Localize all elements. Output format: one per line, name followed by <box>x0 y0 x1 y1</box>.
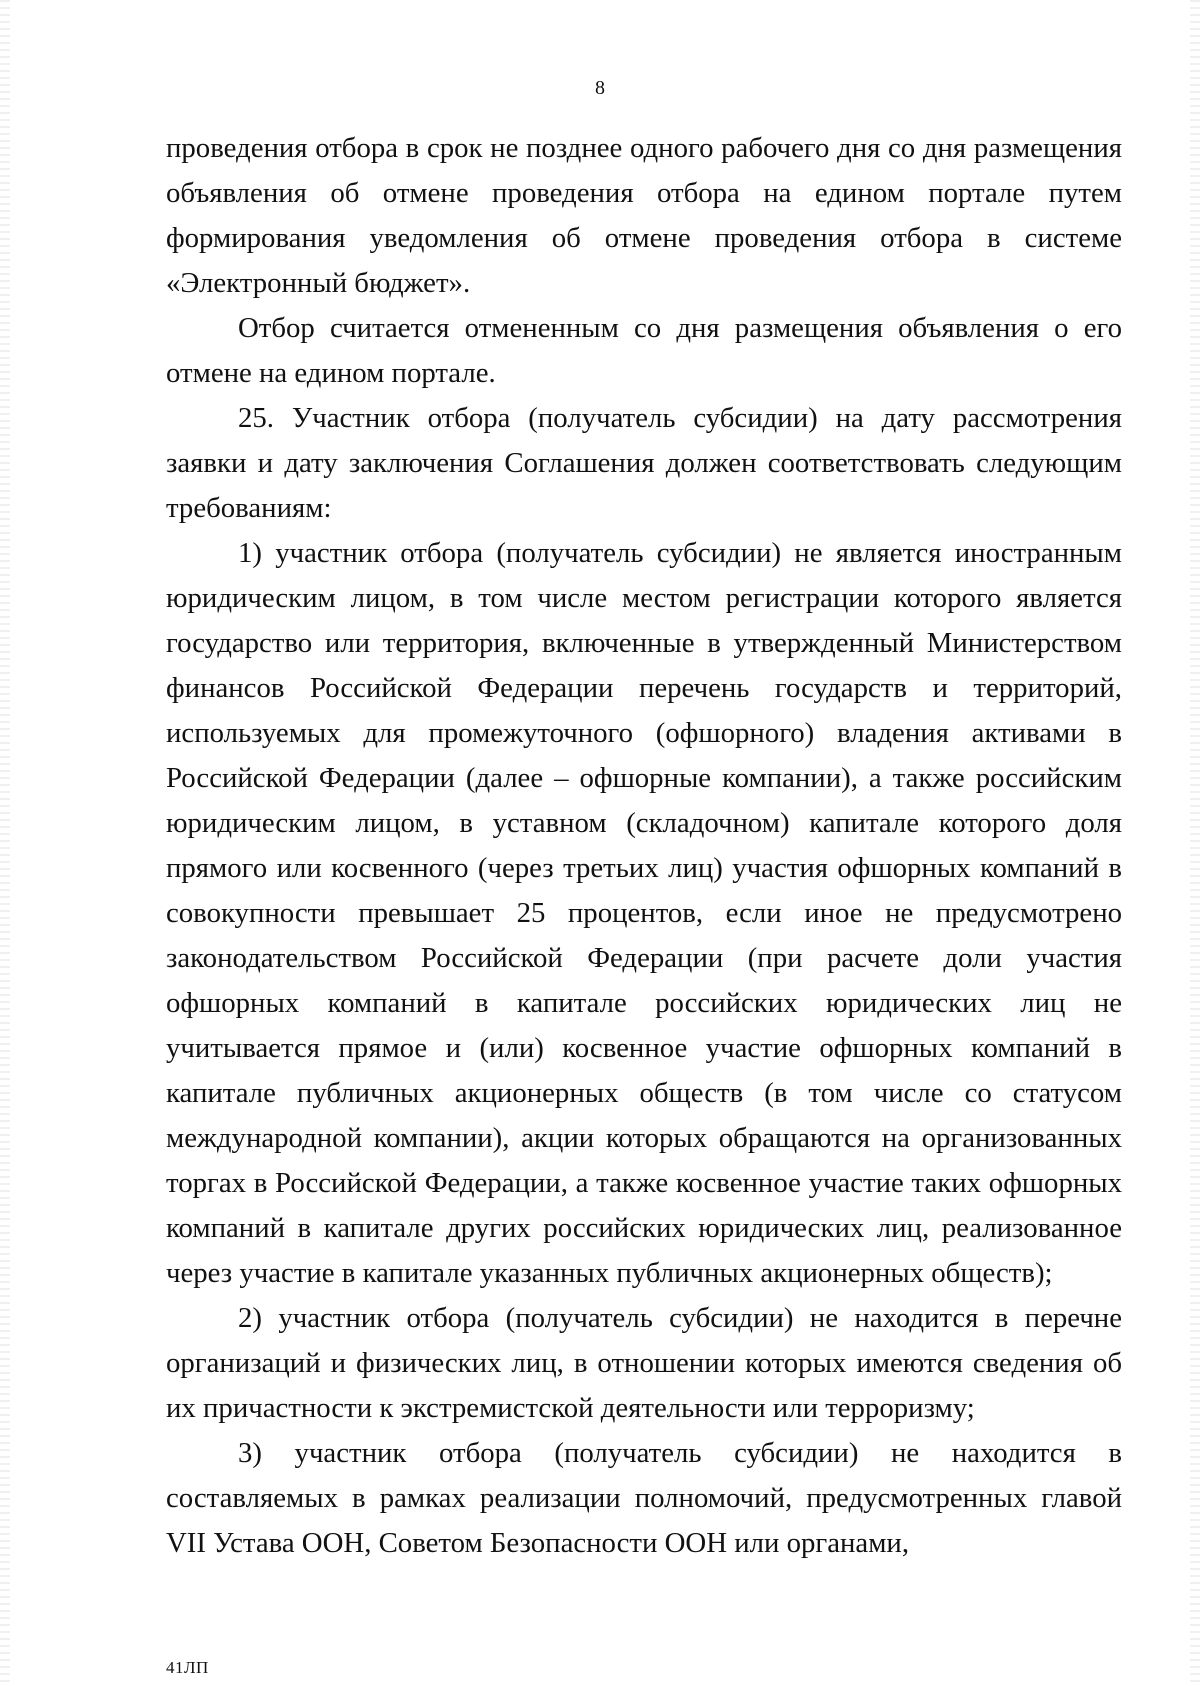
paragraph-requirement-2: 2) участник отбора (получатель субсидии) не находится в перечне организаций и физических лиц, в отношении которых имеются сведения об их причастности к экстремистской деятельности или терроризму; <box>166 1302 1122 1424</box>
page-number: 8 <box>595 77 605 99</box>
paragraph-requirement-3: 3) участник отбора (получатель субсидии) не находится в составляемых в рамках реализации полномочий, предусмотренных главой VII Устава ООН, Советом Безопасности ООН или органами, <box>166 1437 1122 1559</box>
document-body <box>166 126 1122 1566</box>
paragraph-requirement-1: 1) участник отбора (получатель субсидии) не является иностранным юридическим лицом, в том числе местом регистрации которого является государство или территория, включенные в утвержденный Министерством финансов Российской Федерации перечень государств и территорий, используемых для промежуточного (офшорного) владения активами в Российской Федерации (далее – офшорные компании), а также российским юридическим лицом, в уставном (складочном) капитале которого доля прямого или косвенного (через третьих лиц) участия офшорных компаний в совокупности превышает 25 процентов, если иное не предусмотрено законодательством Российской Федерации (при расчете доли участия офшорных компаний в капитале российских юридических лиц не учитывается прямое и (или) косвенное участие офшорных компаний в капитале публичных акционерных обществ (в том числе со статусом международной компании), акции которых обращаются на организованных торгах в Российской Федерации, а также косвенное участие таких офшорных компаний в капитале других российских юридических лиц, реализованное через участие в капитале указанных публичных акционерных обществ); <box>166 537 1122 1289</box>
scan-edge-left <box>0 0 10 1686</box>
paragraph-item-25: 25. Участник отбора (получатель субсидии) на дату рассмотрения заявки и дату заключения Соглашения должен соответствовать следующим требованиям: <box>166 402 1122 524</box>
paragraph-selection-cancelled: Отбор считается отмененным со дня размещения объявления о его отмене на едином портале. <box>166 312 1122 389</box>
scan-edge-right <box>1190 0 1200 1686</box>
paragraph-continuation: проведения отбора в срок не позднее одного рабочего дня со дня размещения объявления об отмене проведения отбора на едином портале путем формирования уведомления об отмене проведения отбора в системе «Электронный бюджет». <box>166 132 1122 299</box>
footer-document-code: 41ЛП <box>166 1658 209 1677</box>
